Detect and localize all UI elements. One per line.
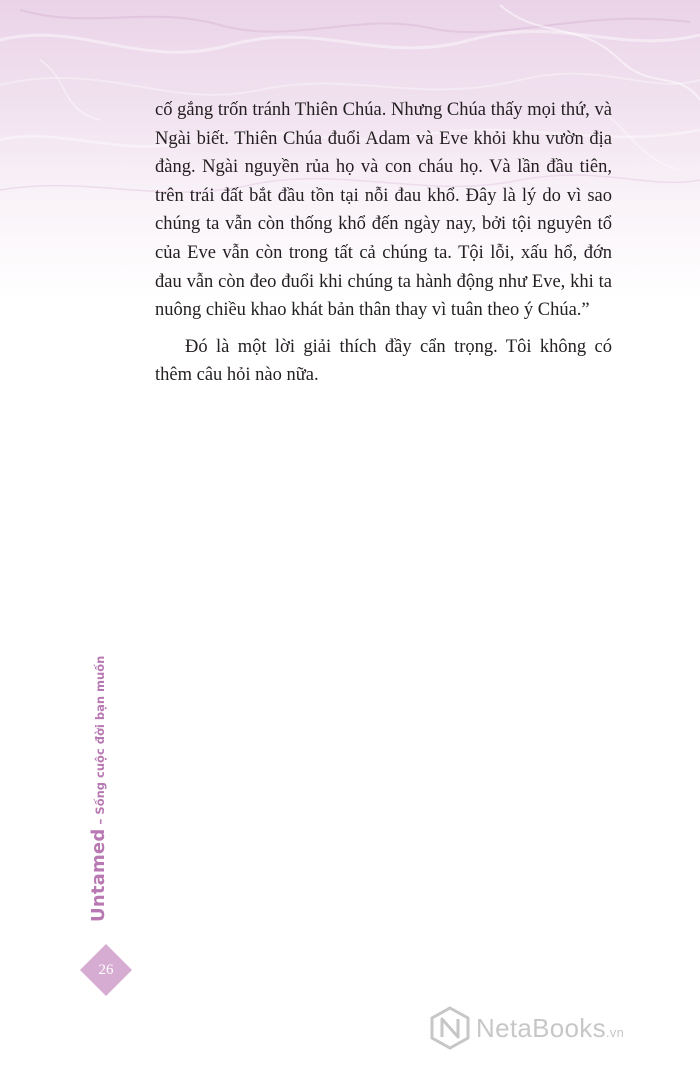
running-title	[88, 656, 109, 922]
watermark-brand-name: NetaBooks	[476, 1012, 606, 1043]
page-number: 26	[98, 962, 114, 978]
book-subtitle: Sống cuộc đời bạn muốn	[93, 655, 107, 815]
watermark	[430, 1006, 624, 1050]
netabooks-logo-icon	[430, 1006, 470, 1050]
watermark-domain: .vn	[605, 1024, 625, 1040]
watermark-brand	[476, 1013, 624, 1044]
book-title: Untamed	[88, 828, 109, 922]
paragraph: cố gắng trốn tránh Thiên Chúa. Nhưng Chúa thấy mọi thứ, và Ngài biết. Thiên Chúa đuổi Adam và Eve khỏi khu vườn địa đàng. Ngài nguyền rủa họ và con cháu họ. Và lần đầu tiên, trên trái đất bắt đầu tồn tại nỗi đau khổ. Đây là lý do vì sao chúng ta vẫn còn thống khổ đến ngày nay, bởi tội nguyên tổ của Eve vẫn còn trong tất cả chúng ta. Tội lỗi, xấu hổ, đớn đau vẫn còn đeo đuổi khi chúng ta hành động như Eve, khi ta nuông chiều khao khát bản thân thay vì tuân theo ý Chúa.”	[155, 100, 612, 321]
page-number-badge	[78, 942, 134, 998]
paragraph: Đó là một lời giải thích đầy cẩn trọng. Tôi không có thêm câu hỏi nào nữa.	[155, 336, 612, 386]
body-text	[155, 96, 612, 390]
title-separator: –	[93, 818, 107, 825]
